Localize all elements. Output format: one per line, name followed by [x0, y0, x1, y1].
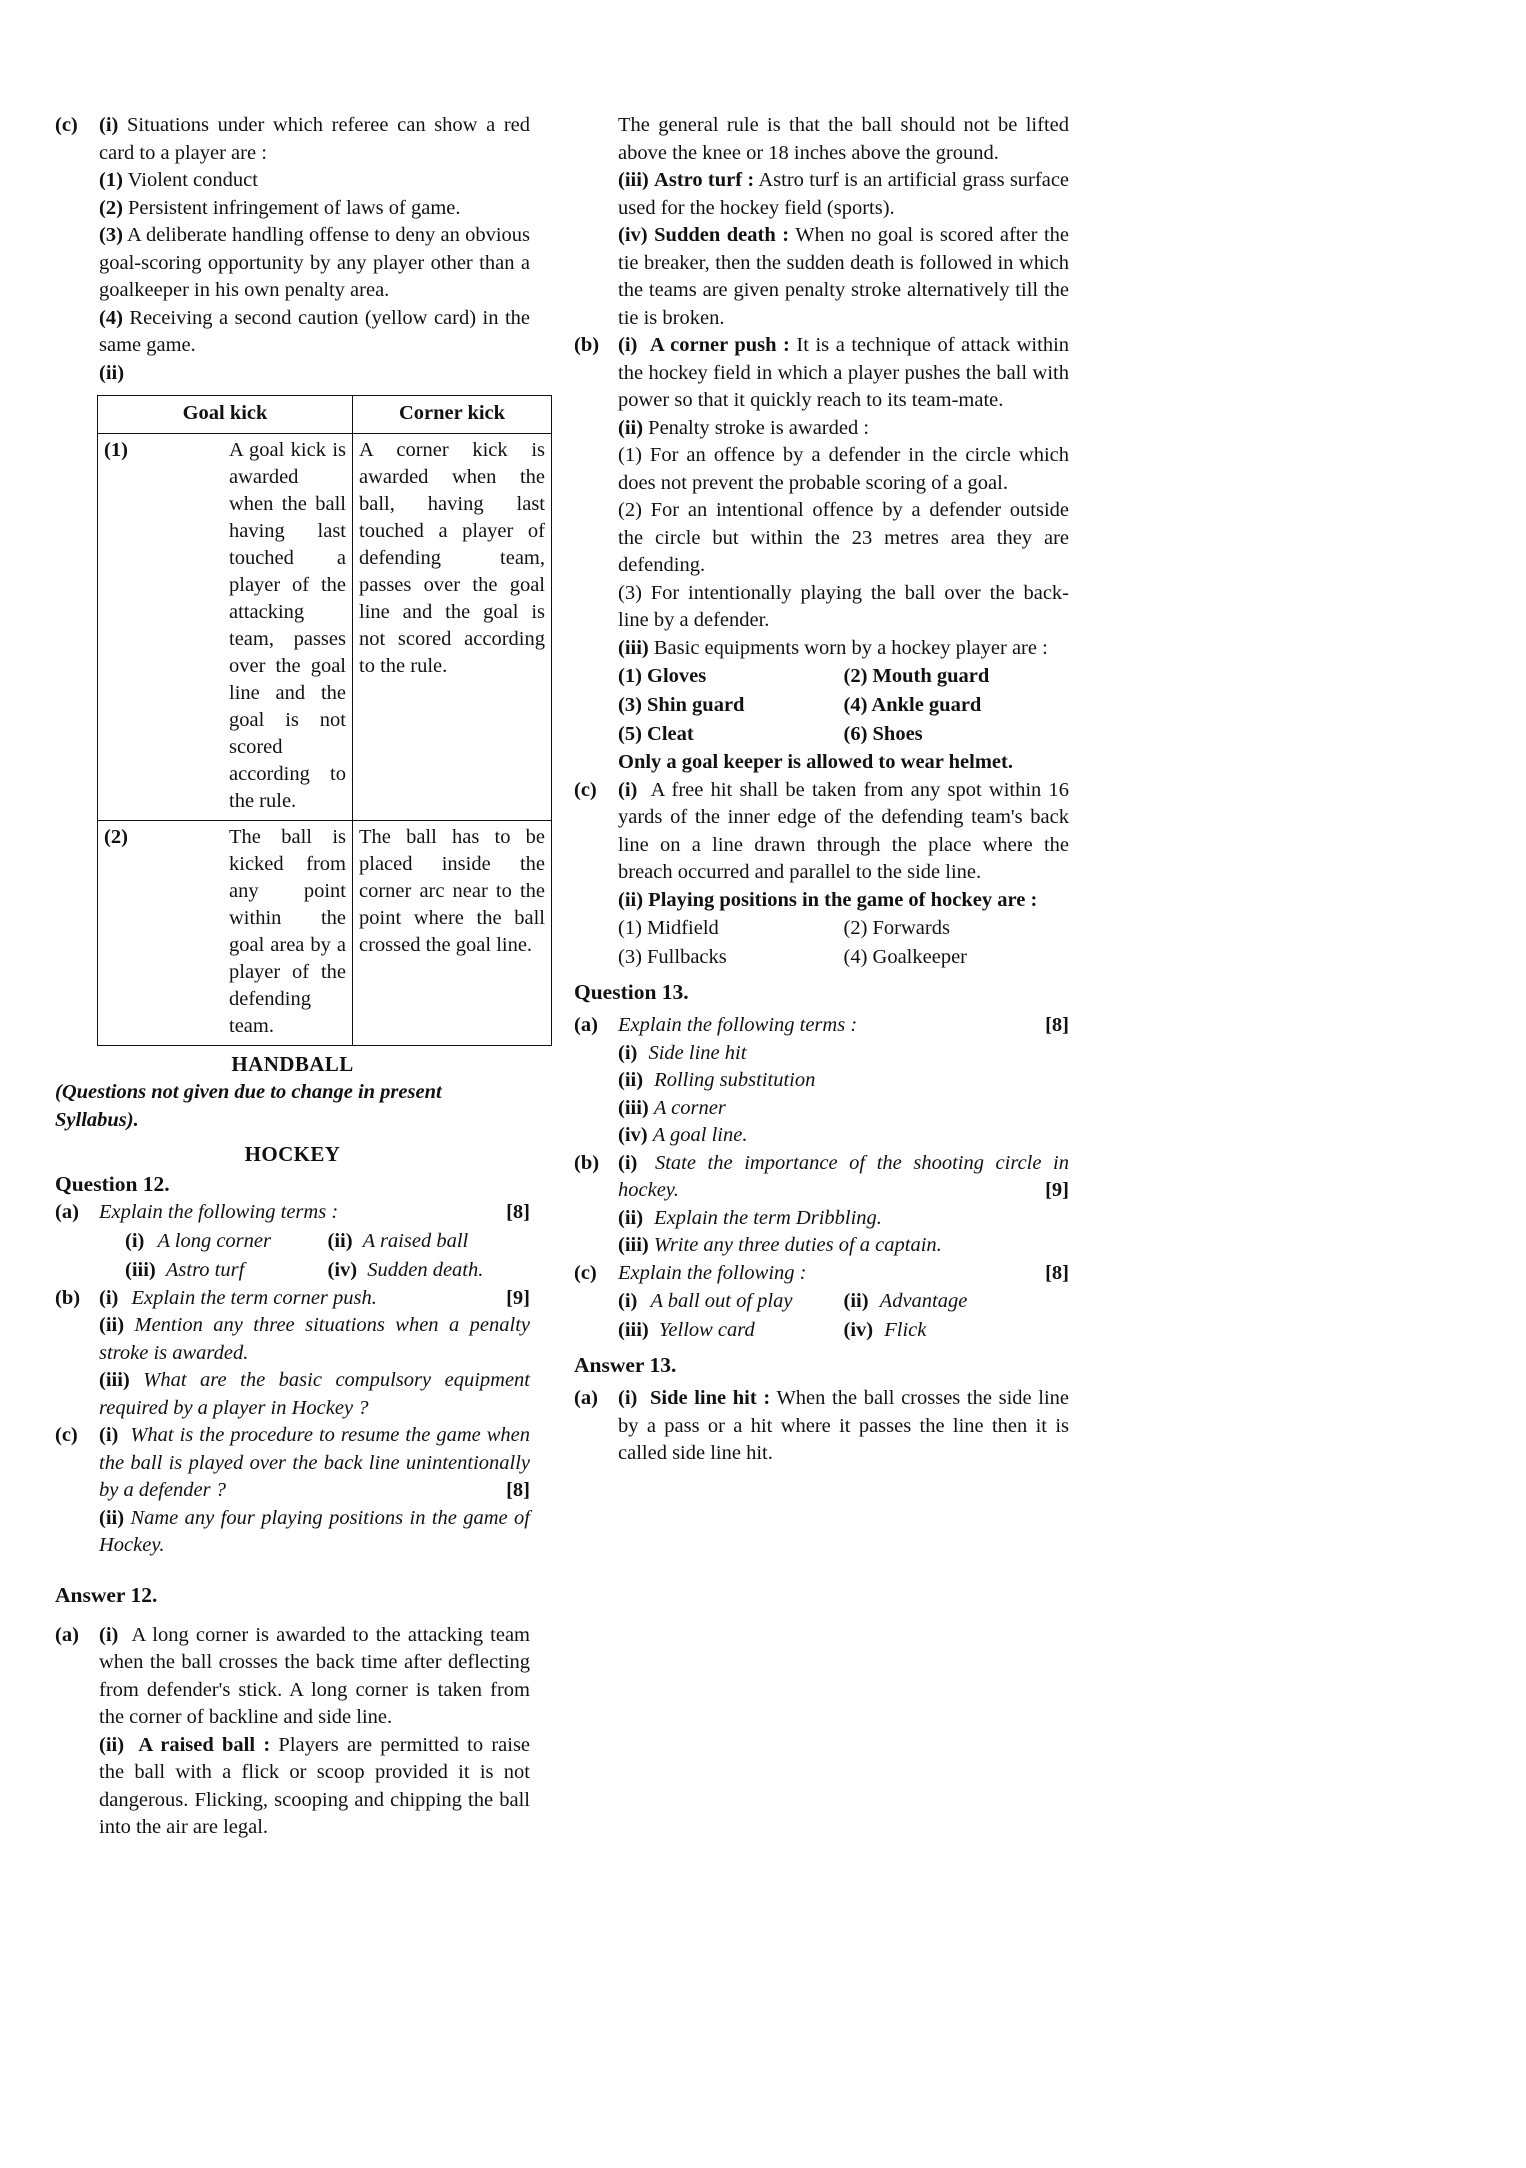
- roman-ii-label: (ii): [99, 1314, 125, 1336]
- marks-12b: [9]: [506, 1286, 530, 1309]
- question-12a-body: [99, 1199, 530, 1285]
- column-header-goal-kick: Goal kick: [98, 396, 353, 434]
- roman-i-label: (i): [618, 1387, 638, 1409]
- question-12c-i: [99, 1422, 530, 1505]
- roman-ii-label: (ii): [843, 1290, 869, 1312]
- question-12b-i: [99, 1285, 490, 1313]
- roman-i-label: (i): [618, 1041, 638, 1064]
- answer-12c-ii: [618, 887, 1069, 915]
- answer-12a-iv-term: Sudden death :: [654, 224, 790, 246]
- question-12c-body: [99, 1422, 530, 1560]
- question-12b-i-text: Explain the term corner push.: [131, 1286, 377, 1309]
- question-12a-text: Explain the following terms :: [99, 1201, 339, 1223]
- point-text-2: Persistent infringement of laws of game.: [128, 196, 461, 219]
- roman-iv-label: (iv): [618, 1124, 648, 1146]
- answer-12a-iv-text: When no goal is scored after the tie breaker, then the sudden death is followed in which the teams are given penalty stroke alternatively till the tie is broken.: [618, 224, 1069, 329]
- question-12b-iii-text: What are the basic compulsory equipment required by a player in Hockey ?: [99, 1369, 531, 1419]
- position-item: (2) Forwards: [843, 917, 950, 939]
- equipment-list-row-3: [618, 720, 1069, 749]
- term-text-iii: Yellow card: [658, 1319, 755, 1341]
- positions-row-1: [618, 914, 1069, 943]
- equipment-item: [844, 662, 1070, 691]
- question-13a-stem-row: [618, 1012, 1069, 1040]
- question-12b-ii: [99, 1312, 530, 1367]
- question-13-heading: Question 13.: [574, 980, 689, 1004]
- cell-goal-kick-1: A goal kick is awarded when the ball having last touched a player of the attacking team, passes over the goal line and the goal is not scored according to the rule.: [225, 434, 353, 821]
- question-12b-i-row: [99, 1285, 530, 1313]
- answer-12c: [574, 777, 1069, 973]
- question-12c-ii: [99, 1505, 530, 1560]
- question-13a: [574, 1012, 1069, 1150]
- answer-12c-i: [618, 777, 1069, 887]
- term-cell: [328, 1227, 531, 1256]
- position-item: (1) Midfield: [618, 917, 719, 939]
- answer-12a-iii-term: Astro turf :: [654, 169, 755, 191]
- row-number-2: (2): [98, 821, 226, 1046]
- answer-12c-ii-text: Playing positions in the game of hockey are :: [648, 888, 1038, 911]
- roman-i-label: (i): [618, 1290, 638, 1312]
- answer-12b: [574, 332, 1069, 777]
- helmet-note: Only a goal keeper is allowed to wear helmet.: [618, 751, 1013, 773]
- question-12c-i-text: What is the procedure to resume the game when the ball is played over the back line unintentionally by a defender ?: [99, 1424, 530, 1501]
- red-card-point-2: [99, 195, 530, 223]
- answer-12a-iii: [618, 167, 1069, 222]
- term-cell: [618, 1316, 844, 1345]
- term-cell: [844, 1287, 1070, 1316]
- marks-12c: [8]: [506, 1479, 530, 1501]
- cell-corner-kick-2: The ball has to be placed inside the corner arc near to the point where the ball crossed the goal line.: [353, 821, 552, 1046]
- answer-12b-iii: [618, 635, 1069, 663]
- item-label-a: (a): [55, 1623, 79, 1646]
- term-text-iii: A corner: [653, 1096, 726, 1119]
- equipment-item: [618, 691, 844, 720]
- equipment-item: [618, 720, 844, 749]
- question-12b-body: [99, 1285, 530, 1423]
- handball-heading: HANDBALL: [231, 1052, 354, 1076]
- item-label-a: (a): [574, 1387, 598, 1409]
- roman-iv-label: (iv): [843, 1319, 874, 1341]
- question-12a-terms-row-2: [125, 1256, 530, 1285]
- answer-13a-body: [618, 1385, 1069, 1468]
- answer-11c-i-intro: [99, 112, 530, 167]
- question-13c-body: [618, 1260, 1069, 1346]
- roman-ii-label: (ii): [618, 888, 644, 911]
- roman-iii-label: (iii): [99, 1369, 130, 1391]
- term-text-i: Side line hit: [648, 1041, 747, 1064]
- item-label-b: (b): [574, 1151, 600, 1174]
- roman-i-label: (i): [99, 1286, 119, 1309]
- answer-12b-i-term: A corner push :: [649, 334, 790, 356]
- hockey-heading: HOCKEY: [244, 1142, 341, 1166]
- item-label-b: (b): [55, 1286, 81, 1309]
- answer-12b-ii-text: Penalty stroke is awarded :: [648, 416, 870, 439]
- cell-corner-kick-1: A corner kick is awarded when the ball, having last touched a player of defending team, passes over the goal line and the goal is not scored according to the rule.: [353, 434, 552, 821]
- handball-note: (Questions not given due to change in present Syllabus).: [55, 1081, 442, 1131]
- red-card-point-4: [99, 305, 530, 360]
- question-12b: [55, 1285, 530, 1423]
- answer-12-heading: Answer 12.: [55, 1582, 158, 1607]
- general-rule-paragraph: The general rule is that the ball should not be lifted above the knee or 18 inches above the ground.: [618, 114, 1069, 164]
- term-text-ii: Advantage: [879, 1290, 968, 1312]
- position-item: (3) Fullbacks: [618, 946, 727, 968]
- point-number-2: (2): [99, 196, 123, 219]
- roman-ii-label: (ii): [99, 1506, 125, 1529]
- term-cell: [125, 1256, 328, 1285]
- answer-12a-ii-text: Players are permitted to raise the ball with a flick or scoop provided it is not dangerous. Flicking, scooping and chipping the ball into the air are legal.: [99, 1733, 531, 1838]
- question-13c-terms-row-2: [618, 1316, 1069, 1345]
- roman-iv-label: (iv): [618, 224, 648, 246]
- penalty-stroke-point-3: (3) For intentionally playing the ball over the back-line by a defender.: [618, 581, 1069, 631]
- point-number-3: (3): [99, 224, 123, 246]
- left-column: [55, 112, 545, 1842]
- term-cell: [844, 1316, 1070, 1345]
- right-column: [574, 112, 1069, 1842]
- item-label-c: (c): [574, 1261, 597, 1284]
- answer-12b-body: [618, 332, 1069, 777]
- roman-ii-label: (ii): [99, 1733, 125, 1756]
- answer-11c-body: [99, 112, 530, 387]
- term-text-iii: Astro turf: [165, 1258, 245, 1281]
- answer-12c-i-text: A free hit shall be taken from any spot within 16 yards of the inner edge of the defending team's back line on a line drawn through the place where the breach occurred and parallel to the side line.: [618, 778, 1070, 883]
- answer-12a: [55, 1622, 530, 1842]
- answer-12b-iii-text: Basic equipments worn by a hockey player are :: [653, 636, 1048, 659]
- term-number-ii: (ii): [327, 1229, 353, 1252]
- term-text-iv: A goal line.: [652, 1124, 748, 1146]
- answer-13a-i-text: When the ball crosses the side line by a pass or a hit where it passes the line then it is called side line hit.: [618, 1387, 1070, 1464]
- term-cell: [125, 1227, 328, 1256]
- question-13b-iii-text: Write any three duties of a captain.: [653, 1234, 942, 1256]
- term-number-iv: (iv): [327, 1258, 358, 1281]
- item-label-c: (c): [574, 778, 597, 801]
- answer-13a-i: [618, 1385, 1069, 1468]
- answer-12a-iv: [618, 222, 1069, 332]
- answer-12a-body: [99, 1622, 530, 1842]
- question-12b-ii-text: Mention any three situations when a penalty stroke is awarded.: [99, 1314, 531, 1364]
- roman-i-label: (i): [99, 114, 119, 136]
- term-text-i: A ball out of play: [650, 1290, 793, 1312]
- question-13c-text: Explain the following :: [618, 1261, 807, 1284]
- answer-12a-i: [99, 1622, 530, 1732]
- roman-iii-label: (iii): [618, 1096, 649, 1119]
- question-13b-ii: [618, 1205, 1069, 1233]
- equipment-3: (3) Shin guard: [618, 694, 745, 716]
- item-label-a: (a): [574, 1014, 598, 1036]
- term-text-i: A long corner: [157, 1229, 271, 1252]
- red-card-point-3: [99, 222, 530, 305]
- roman-i-label: (i): [618, 778, 638, 801]
- term-number-i: (i): [125, 1229, 145, 1252]
- question-13a-body: [618, 1012, 1069, 1150]
- term-text-iv: Sudden death.: [367, 1258, 484, 1281]
- point-text-1: Violent conduct: [127, 169, 258, 191]
- equipment-item: [844, 720, 1070, 749]
- roman-iii-label: (iii): [618, 1319, 649, 1341]
- goal-kick-corner-kick-table: [97, 395, 552, 1046]
- answer-12c-body: [618, 777, 1069, 973]
- point-number-4: (4): [99, 306, 123, 329]
- position-item: (4) Goalkeeper: [843, 946, 968, 968]
- equipment-2: (2) Mouth guard: [843, 665, 990, 687]
- equipment-1: (1) Gloves: [618, 665, 707, 687]
- answer-12a-iii-text: Astro turf is an artificial grass surface used for the hockey field (sports).: [618, 169, 1070, 219]
- two-column-layout: [55, 112, 1475, 1842]
- equipment-list-row-1: [618, 662, 1069, 691]
- roman-iii-label: (iii): [618, 1234, 649, 1256]
- roman-iii-label: (iii): [618, 169, 649, 191]
- table-row: [98, 821, 552, 1046]
- answer-13a: [574, 1385, 1069, 1468]
- question-13a-term-ii: [618, 1067, 1069, 1095]
- roman-ii-label: (ii): [618, 1069, 644, 1091]
- roman-i-label: (i): [99, 1424, 119, 1446]
- answer-13a-i-term: Side line hit :: [650, 1387, 771, 1409]
- answer-12a-i-text: A long corner is awarded to the attacking team when the ball crosses the back time after deflecting from defender's stick. A long corner is taken from the corner of backline and side line.: [99, 1623, 530, 1728]
- question-13b: [574, 1150, 1069, 1260]
- question-13b-ii-text: Explain the term Dribbling.: [654, 1206, 882, 1229]
- question-12c-ii-text: Name any four playing positions in the game of Hockey.: [99, 1506, 530, 1556]
- answer-13-heading: Answer 13.: [574, 1353, 677, 1377]
- term-number-iii: (iii): [125, 1258, 156, 1281]
- cell-goal-kick-2: The ball is kicked from any point within the goal area by a player of the defending team.: [225, 821, 353, 1046]
- term-text-iv: Flick: [884, 1319, 927, 1341]
- point-text-3: A deliberate handling offense to deny an obvious goal-scoring opportunity by any player other than a goalkeeper in his own penalty area.: [99, 224, 531, 301]
- answer-11c-block: [55, 112, 530, 387]
- marks-13a: [8]: [1045, 1014, 1069, 1036]
- term-text-ii: A raised ball: [362, 1229, 469, 1252]
- question-12a-terms-row-1: [125, 1227, 530, 1256]
- equipment-6: (6) Shoes: [843, 723, 923, 745]
- penalty-stroke-point-1: (1) For an offence by a defender in the circle which does not prevent the probable scoring of a goal.: [618, 444, 1069, 494]
- question-13c: [574, 1260, 1069, 1346]
- question-12a-stem-row: [99, 1199, 530, 1227]
- equipment-5: (5) Cleat: [618, 723, 694, 745]
- question-13a-text: Explain the following terms :: [618, 1014, 858, 1036]
- question-13c-terms-row-1: [618, 1287, 1069, 1316]
- answer-12a-ii: [99, 1732, 530, 1842]
- table-header-row: [98, 396, 552, 434]
- term-cell: [328, 1256, 531, 1285]
- question-13b-iii: [618, 1232, 1069, 1260]
- table-row: [98, 434, 552, 821]
- question-13b-i-text: State the importance of the shooting circle in hockey.: [618, 1151, 1070, 1201]
- roman-ii-label: (ii): [99, 361, 125, 384]
- question-13c-stem-row: [618, 1260, 1069, 1288]
- roman-i-label: (i): [618, 334, 638, 356]
- question-13a-term-iv: [618, 1122, 1069, 1150]
- red-card-point-1: [99, 167, 530, 195]
- term-text-ii: Rolling substitution: [654, 1069, 816, 1091]
- answer-12b-i-text: It is a technique of attack within the hockey field in which a player pushes the ball with power so that it quickly reach to its team-mate.: [618, 334, 1070, 411]
- question-12a: [55, 1199, 530, 1285]
- roman-ii-label: (ii): [618, 1206, 644, 1229]
- marks-12a: [8]: [506, 1201, 530, 1223]
- answer-12b-i: [618, 332, 1069, 415]
- answer-11c-i-text: Situations under which referee can show a red card to a player are :: [99, 114, 530, 164]
- column-header-corner-kick: Corner kick: [353, 396, 552, 434]
- equipment-list-row-2: [618, 691, 1069, 720]
- question-12-heading: Question 12.: [55, 1172, 170, 1196]
- equipment-item: [844, 691, 1070, 720]
- question-13b-i: [618, 1150, 1069, 1205]
- question-13a-term-i: [618, 1040, 1069, 1068]
- item-label-c: (c): [55, 1424, 78, 1446]
- answer-12a-ii-term: A raised ball :: [138, 1733, 271, 1756]
- marks-13b: [9]: [1045, 1179, 1069, 1201]
- roman-ii-label: (ii): [618, 416, 644, 439]
- question-13b-body: [618, 1150, 1069, 1260]
- item-label-b: (b): [574, 334, 600, 356]
- item-label-c: (c): [55, 114, 78, 136]
- positions-row-2: [618, 943, 1069, 972]
- item-label-a: (a): [55, 1201, 79, 1223]
- question-12c: [55, 1422, 530, 1560]
- roman-i-label: (i): [618, 1151, 638, 1174]
- penalty-stroke-point-2: (2) For an intentional offence by a defender outside the circle but within the 23 metres area they are defending.: [618, 499, 1069, 576]
- term-cell: [618, 1287, 844, 1316]
- equipment-item: [618, 662, 844, 691]
- equipment-4: (4) Ankle guard: [843, 694, 982, 716]
- question-13a-term-iii: [618, 1095, 1069, 1123]
- marks-13c: [8]: [1045, 1261, 1069, 1284]
- point-number-1: (1): [99, 169, 123, 191]
- point-text-4: Receiving a second caution (yellow card) in the same game.: [99, 306, 531, 356]
- roman-iii-label: (iii): [618, 636, 649, 659]
- answer-12b-ii: [618, 415, 1069, 443]
- roman-i-label: (i): [99, 1623, 119, 1646]
- question-12b-iii: [99, 1367, 530, 1422]
- row-number-1: (1): [98, 434, 226, 821]
